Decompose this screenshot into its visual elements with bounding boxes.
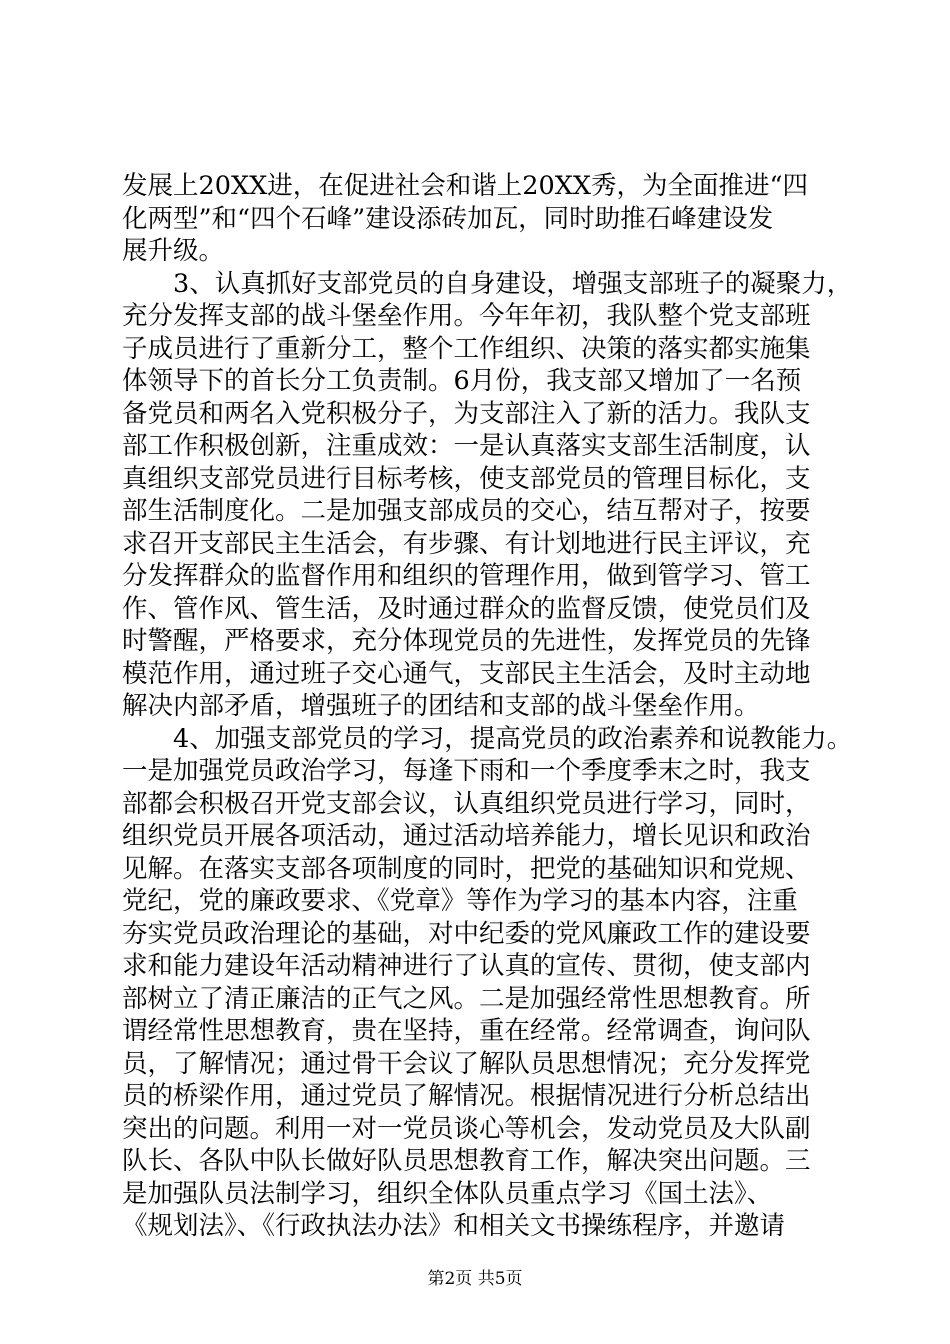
text-line: 分发挥群众的监督作用和组织的管理作用，做到管学习、管工 <box>122 561 811 591</box>
text-line: 4、加强支部党员的学习，提高党员的政治素养和说教能力。 <box>173 723 853 754</box>
text-line: 员，了解情况；通过骨干会议了解队员思想情况；充分发挥党 <box>122 1048 811 1079</box>
text-line: 求召开支部民主生活会，有步骤、有计划地进行民主评议，充 <box>122 528 811 559</box>
text-line: 员的桥梁作用，通过党员了解情况。根据情况进行分析总结出 <box>122 1081 811 1111</box>
text-line: 真组织支部党员进行目标考核，使支部党员的管理目标化，支 <box>122 463 811 494</box>
text-line: 时警醒，严格要求，充分体现党员的先进性，发挥党员的先锋 <box>122 626 811 656</box>
text-line: 组织党员开展各项活动，通过活动培养能力，增长见识和政治 <box>122 821 811 851</box>
text-line: 队长、各队中队长做好队员思想教育工作，解决突出问题。三 <box>122 1146 811 1176</box>
document-body <box>122 170 853 1243</box>
text-line: 充分发挥支部的战斗堡垒作用。今年年初，我队整个党支部班 <box>122 301 811 331</box>
text-line: 解决内部矛盾，增强班子的团结和支部的战斗堡垒作用。 <box>122 691 760 721</box>
text-line: 见解。在落实支部各项制度的同时，把党的基础知识和党规、 <box>122 853 811 884</box>
text-line: 党纪，党的廉政要求、《党章》等作为学习的基本内容，注重 <box>122 886 798 916</box>
text-line: 求和能力建设年活动精神进行了认真的宣传、贯彻，使支部内 <box>122 951 811 981</box>
text-line: 谓经常性思想教育，贵在坚持，重在经常。经常调查，询问队 <box>122 1016 811 1046</box>
text-line: 部树立了清正廉洁的正气之风。二是加强经常性思想教育。所 <box>122 983 811 1014</box>
text-line: 部生活制度化。二是加强支部成员的交心，结互帮对子，按要 <box>122 496 811 526</box>
page-footer: 第2页 共5页 <box>427 1269 523 1289</box>
text-line: 突出的问题。利用一对一党员谈心等机会，发动党员及大队副 <box>122 1113 811 1144</box>
text-line: 发展上20XX进，在促进社会和谐上20XX秀，为全面推进“四 <box>122 171 809 201</box>
text-line: 展升级。 <box>122 236 225 266</box>
text-line: 子成员进行了重新分工，整个工作组织、决策的落实都实施集 <box>122 333 811 364</box>
text-line: 备党员和两名入党积极分子，为支部注入了新的活力。我队支 <box>122 398 811 429</box>
text-line: 一是加强党员政治学习，每逢下雨和一个季度季末之时，我支 <box>122 756 811 786</box>
text-line: 《规划法》、《行政执法办法》和相关文书操练程序，并邀请 <box>122 1211 786 1241</box>
text-line: 作、管作风、管生活，及时通过群众的监督反馈，使党员们及 <box>122 593 811 624</box>
text-line: 化两型”和“四个石峰”建设添砖加瓦，同时助推石峰建设发 <box>122 203 774 234</box>
text-line: 部都会积极召开党支部会议，认真组织党员进行学习，同时， <box>122 788 811 819</box>
text-line: 体领导下的首长分工负责制。6月份，我支部又增加了一名预 <box>122 366 802 396</box>
text-line: 模范作用，通过班子交心通气，支部民主生活会，及时主动地 <box>122 658 811 689</box>
text-line: 夯实党员政治理论的基础，对中纪委的党风廉政工作的建设要 <box>122 918 811 949</box>
text-line: 部工作积极创新，注重成效：一是认真落实支部生活制度，认 <box>122 431 811 461</box>
text-line: 是加强队员法制学习，组织全体队员重点学习《国土法》、 <box>122 1178 773 1209</box>
text-line: 3、认真抓好支部党员的自身建设，增强支部班子的凝聚力， <box>173 268 853 299</box>
